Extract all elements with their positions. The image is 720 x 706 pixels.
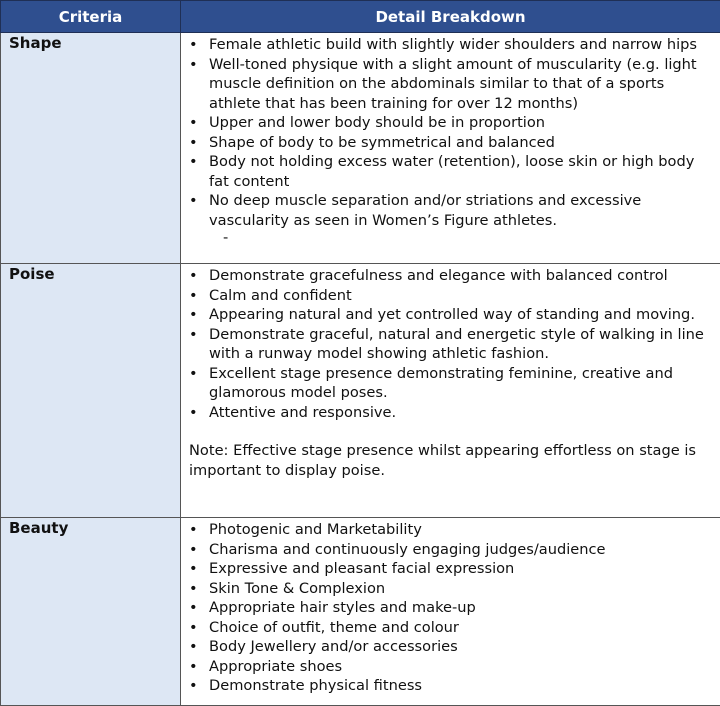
table-row-poise	[1, 264, 720, 518]
table-row-beauty	[1, 518, 720, 706]
bullet-icon: •	[189, 540, 198, 560]
poise-note: Note: Effective stage presence whilst appearing effortless on stage is important to display poise.	[189, 441, 714, 480]
bullet-icon: •	[189, 520, 198, 540]
detail-cell-poise	[181, 264, 720, 518]
list-item-text: Choice of outfit, theme and colour	[209, 619, 459, 636]
list-item	[189, 305, 714, 325]
bullet-icon: •	[189, 286, 198, 306]
list-item-text: Appropriate hair styles and make-up	[209, 599, 476, 616]
criteria-column-header: Criteria	[1, 1, 181, 33]
list-item-text: No deep muscle separation and/or striations and excessive vascularity as seen in Women’s Figure athletes.	[209, 192, 641, 229]
list-item	[189, 403, 714, 423]
bullet-icon: •	[189, 598, 198, 618]
list-item	[189, 618, 714, 638]
list-item	[189, 286, 714, 306]
list-item	[189, 152, 714, 191]
bullet-icon: •	[189, 305, 198, 325]
trailing-dash: -	[189, 230, 714, 246]
list-item-text: Demonstrate physical fitness	[209, 677, 422, 694]
list-item	[189, 364, 714, 403]
detail-cell-beauty	[181, 518, 720, 706]
criteria-cell-beauty: Beauty	[1, 518, 181, 706]
bullet-icon: •	[189, 559, 198, 579]
list-item	[189, 559, 714, 579]
bullet-list-beauty	[189, 520, 714, 696]
list-item-text: Photogenic and Marketability	[209, 521, 422, 538]
bullet-icon: •	[189, 403, 198, 423]
list-item	[189, 598, 714, 618]
bullet-icon: •	[189, 637, 198, 657]
list-item	[189, 540, 714, 560]
list-item-text: Body not holding excess water (retention), loose skin or high body fat content	[209, 153, 694, 190]
table-row-shape	[1, 33, 720, 264]
list-item	[189, 579, 714, 599]
bullet-icon: •	[189, 35, 198, 55]
list-item	[189, 657, 714, 677]
list-item-text: Attentive and responsive.	[209, 404, 396, 421]
list-item-text: Well-toned physique with a slight amount of muscularity (e.g. light muscle definition on the abdominals similar to that of a sports athlete that has been training for over 12 months)	[209, 56, 697, 112]
table-header-row	[1, 1, 720, 33]
bullet-icon: •	[189, 676, 198, 696]
bullet-icon: •	[189, 325, 198, 345]
list-item-text: Demonstrate graceful, natural and energetic style of walking in line with a runway model showing athletic fashion.	[209, 326, 704, 363]
list-item	[189, 325, 714, 364]
bullet-icon: •	[189, 152, 198, 172]
list-item	[189, 266, 714, 286]
bullet-icon: •	[189, 579, 198, 599]
list-item-text: Appropriate shoes	[209, 658, 342, 675]
list-item	[189, 55, 714, 114]
list-item	[189, 520, 714, 540]
list-item-text: Demonstrate gracefulness and elegance with balanced control	[209, 267, 668, 284]
bullet-icon: •	[189, 364, 198, 384]
bullet-icon: •	[189, 618, 198, 638]
list-item	[189, 133, 714, 153]
detail-cell-shape	[181, 33, 720, 264]
bullet-icon: •	[189, 657, 198, 677]
bullet-icon: •	[189, 191, 198, 211]
list-item	[189, 113, 714, 133]
bullet-icon: •	[189, 113, 198, 133]
bullet-icon: •	[189, 55, 198, 75]
bullet-list-shape	[189, 35, 714, 230]
detail-column-header: Detail Breakdown	[181, 1, 720, 33]
list-item-text: Excellent stage presence demonstrating feminine, creative and glamorous model poses.	[209, 365, 673, 402]
bullet-list-poise	[189, 266, 714, 422]
list-item	[189, 191, 714, 230]
list-item-text: Female athletic build with slightly wider shoulders and narrow hips	[209, 36, 697, 53]
list-item-text: Skin Tone & Complexion	[209, 580, 385, 597]
criteria-cell-shape: Shape	[1, 33, 181, 264]
list-item-text: Charisma and continuously engaging judges/audience	[209, 541, 606, 558]
bullet-icon: •	[189, 266, 198, 286]
list-item-text: Body Jewellery and/or accessories	[209, 638, 458, 655]
list-item	[189, 35, 714, 55]
list-item-text: Upper and lower body should be in proportion	[209, 114, 545, 131]
criteria-cell-poise: Poise	[1, 264, 181, 518]
bullet-icon: •	[189, 133, 198, 153]
list-item-text: Shape of body to be symmetrical and balanced	[209, 134, 555, 151]
list-item-text: Appearing natural and yet controlled way of standing and moving.	[209, 306, 695, 323]
list-item-text: Calm and confident	[209, 287, 352, 304]
list-item	[189, 676, 714, 696]
list-item	[189, 637, 714, 657]
list-item-text: Expressive and pleasant facial expression	[209, 560, 514, 577]
